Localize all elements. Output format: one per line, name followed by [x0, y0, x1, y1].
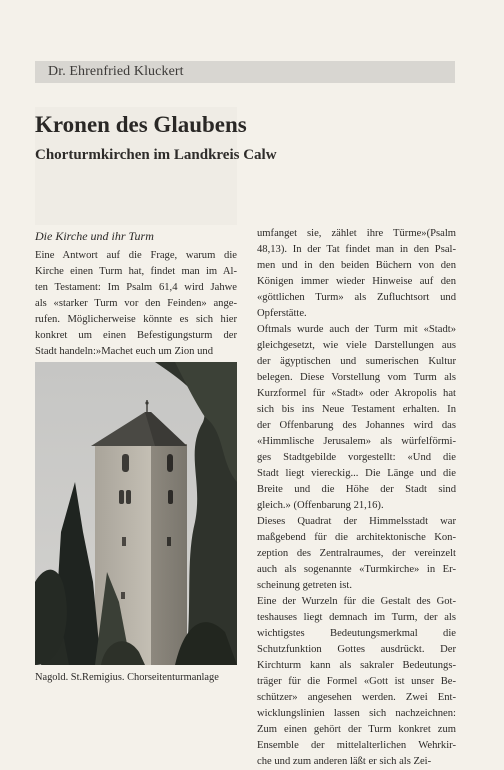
church-photo	[35, 362, 237, 665]
text-line: Ensemble der mittelalterlichen Wehrkir-	[257, 740, 456, 751]
text-line: gleichgesetzt, wie viele Darstellungen aus	[257, 340, 456, 351]
text-line: Stadt handeln:»Machet euch um Zion und	[35, 346, 213, 357]
text-line: Königen immer wieder Hinweise auf den	[257, 276, 456, 287]
text-line: men und in den beiden Büchern von den	[257, 260, 456, 271]
article-title: Kronen des Glaubens	[35, 112, 247, 137]
text-line: «Himmlische Jerusalem» als würfelförmi-	[257, 436, 456, 447]
text-line: teshauses liegt demnach im Turm, der als	[257, 612, 456, 623]
text-line: 48,13). In der Tat findet man in den Psal-	[257, 244, 456, 255]
left-body-text	[35, 248, 237, 360]
text-line: rufen. Möglicherweise könnte es sich hier	[35, 314, 237, 325]
text-line: auch als sogenannte «Turmkirche» in Er-	[257, 564, 456, 575]
text-line: Kirche einen Turm hat, findet man im Al-	[35, 266, 237, 277]
text-line: der ägyptischen und sumerischen Kultur	[257, 356, 456, 367]
text-line: wichtigstes Bedeutungsmerkmal die	[257, 628, 456, 639]
text-line: Eine der Wurzeln für die Gestalt des Got-	[257, 596, 456, 607]
text-line: sich bis ins Neue Testament erhalten. In	[257, 404, 456, 415]
text-line: Schutzfunktion Gottes ausdrückt. Der	[257, 644, 456, 655]
text-line: Eine Antwort auf die Frage, warum die	[35, 250, 237, 261]
text-line: che und zum anderen läßt er sich als Zei-	[257, 756, 432, 767]
text-line: gleich.» (Offenbarung 21,16).	[257, 500, 384, 511]
text-line: Opferstätte.	[257, 308, 307, 319]
text-line: Dieses Quadrat der Himmelsstadt war	[257, 516, 456, 527]
text-line: schützer» angesehen werden. Zwei Ent-	[257, 692, 456, 703]
text-line: Stadt liegt viereckig... Die Länge und die	[257, 468, 456, 479]
figure-caption: Nagold. St.Remigius. Chorseitenturmanlage	[35, 672, 219, 683]
text-line: Kirchturm kann als sakraler Bedeutungs-	[257, 660, 456, 671]
church-tower-illustration	[35, 362, 237, 665]
text-line: belegen. Diese Vorstellung vom Turm als	[257, 372, 456, 383]
section-heading: Die Kirche und ihr Turm	[35, 229, 154, 243]
text-line: ten Testament: Im Psalm 61,4 wird Jahwe	[35, 282, 237, 293]
text-line: Kurzformel für «Stadt» oder Akropolis hat	[257, 388, 456, 399]
text-line: Oftmals wurde auch der Turm mit «Stadt»	[257, 324, 456, 335]
author-bar	[35, 61, 455, 83]
text-line: träger für die Formel «Gott ist unser Be-	[257, 676, 456, 687]
article-subtitle: Chorturmkirchen im Landkreis Calw	[35, 147, 277, 163]
right-body-text	[257, 226, 456, 770]
text-line: zeption des Zentralraumes, der vereinzelt	[257, 548, 456, 559]
right-column	[257, 226, 456, 770]
text-line: Zum einen gehört der Turm konkret zum	[257, 724, 456, 735]
text-line: der Offenbarung des Johannes wird das	[257, 420, 456, 431]
text-line: maßgebend für die architektonische Kon-	[257, 532, 456, 543]
left-column	[35, 228, 237, 360]
text-line: umfanget sie, zählet ihre Türme»(Psalm	[257, 228, 456, 239]
text-line: «göttlichen Turm» als Zufluchtsort und	[257, 292, 456, 303]
text-line: als «starker Turm vor den Feinden» ange-	[35, 298, 237, 309]
author-name: Dr. Ehrenfried Kluckert	[48, 64, 184, 79]
text-line: ges Stadtgebilde vorgestellt: «Und die	[257, 452, 456, 463]
text-line: Breite und die Höhe der Stadt sind	[257, 484, 456, 495]
text-line: scheinung getreten ist.	[257, 580, 353, 591]
text-line: wicklungslinien lassen sich nachzeichnen:	[257, 708, 456, 719]
text-line: konkret um einen Befestigungsturm der	[35, 330, 237, 341]
